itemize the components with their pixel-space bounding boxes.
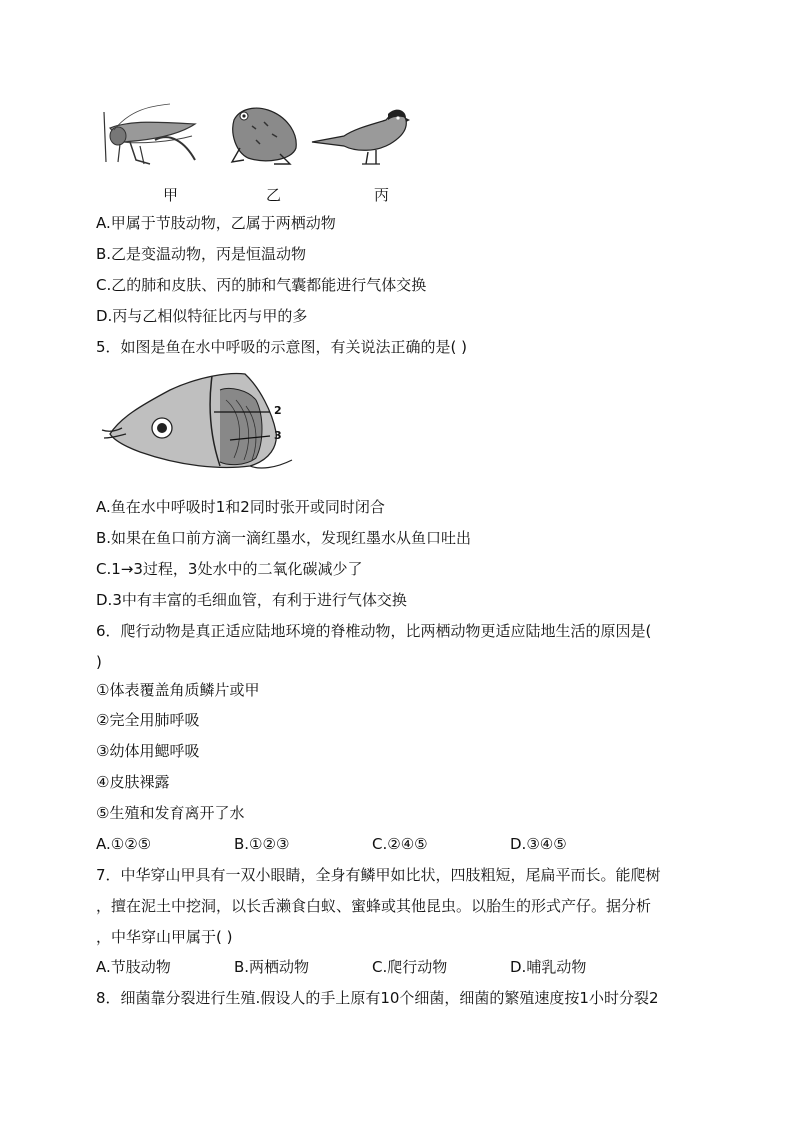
fish-label-2: 2	[274, 404, 282, 417]
bird-icon	[310, 102, 410, 168]
animal-figure	[100, 98, 420, 178]
q5-option-d: D.3中有丰富的毛细血管，有利于进行气体交换	[96, 591, 407, 609]
q6-option-c: C.②④⑤	[372, 835, 428, 853]
q6-option-b: B.①②③	[234, 835, 290, 853]
q4-option-a: A.甲属于节肢动物，乙属于两栖动物	[96, 214, 336, 232]
q5-option-b: B.如果在鱼口前方滴一滴红墨水，发现红墨水从鱼口吐出	[96, 529, 472, 547]
q7-stem-line1: 7．中华穿山甲具有一双小眼睛，全身有鳞甲如比状，四肢粗短，尾扁平而长。能爬树	[96, 866, 661, 884]
q7-stem-line2: ，擅在泥土中挖洞，以长舌濑食白蚁、蜜蜂或其他昆虫。以胎生的形式产仔。据分析	[96, 897, 652, 915]
figure-label-bing: 丙	[374, 186, 390, 204]
q8-stem-line1: 8．细菌靠分裂进行生殖.假设人的手上原有10个细菌，细菌的繁殖速度按1小时分裂2	[96, 989, 659, 1007]
fish-label-3: 3	[274, 429, 282, 442]
frog-icon	[226, 102, 306, 168]
q6-stem-line1: 6．爬行动物是真正适应陆地环境的脊椎动物，比两栖动物更适应陆地生活的原因是(	[96, 622, 652, 640]
q6-stem-line2: )	[96, 653, 102, 671]
q4-option-b: B.乙是变温动物，丙是恒温动物	[96, 245, 307, 263]
q7-stem-line3: ，中华穿山甲属于( )	[96, 928, 233, 946]
q7-option-c: C.爬行动物	[372, 958, 448, 976]
q6-option-a: A.①②⑤	[96, 835, 152, 853]
q7-option-d: D.哺乳动物	[510, 958, 587, 976]
fish-head-icon	[100, 366, 300, 474]
q5-option-a: A.鱼在水中呼吸时1和2同时张开或同时闭合	[96, 498, 385, 516]
grasshopper-icon	[100, 102, 205, 174]
q6-statement-4: ④皮肤裸露	[96, 773, 170, 791]
q6-statement-1: ①体表覆盖角质鳞片或甲	[96, 681, 260, 699]
q5-option-c: C.1→3过程，3处水中的二氧化碳减少了	[96, 560, 363, 578]
q6-statement-3: ③幼体用鳃呼吸	[96, 742, 200, 760]
q4-option-d: D.丙与乙相似特征比丙与甲的多	[96, 307, 308, 325]
fish-figure	[100, 366, 300, 474]
q6-statement-5: ⑤生殖和发育离开了水	[96, 804, 245, 822]
q6-option-d: D.③④⑤	[510, 835, 567, 853]
figure-label-yi: 乙	[266, 186, 282, 204]
q7-option-b: B.两栖动物	[234, 958, 310, 976]
q4-option-c: C.乙的肺和皮肤、丙的肺和气囊都能进行气体交换	[96, 276, 427, 294]
q7-options	[96, 957, 696, 977]
q7-option-a: A.节肢动物	[96, 958, 171, 976]
figure-label-jia: 甲	[163, 186, 179, 204]
q6-statement-2: ②完全用肺呼吸	[96, 711, 200, 729]
q6-options	[96, 834, 696, 854]
q5-stem: 5．如图是鱼在水中呼吸的示意图，有关说法正确的是( )	[96, 338, 468, 356]
